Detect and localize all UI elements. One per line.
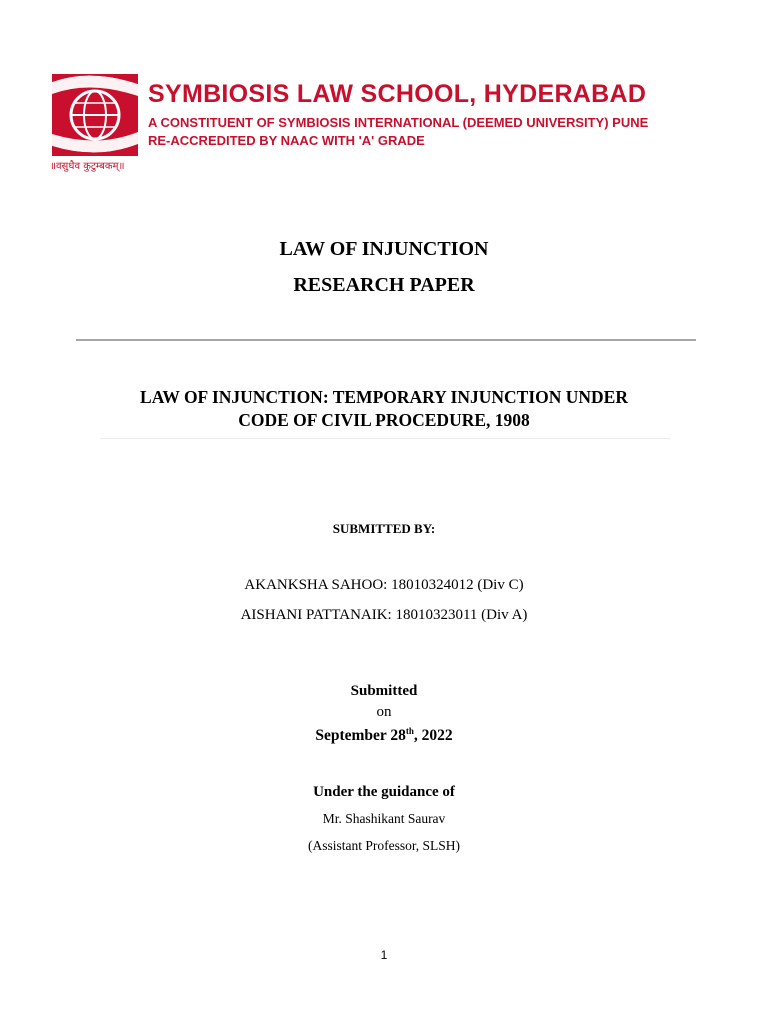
thin-divider [100, 438, 670, 439]
paper-title-line-2: CODE OF CIVIL PROCEDURE, 1908 [238, 410, 530, 430]
student-entry: AKANKSHA SAHOO: 18010324012 (Div C) [244, 577, 524, 593]
document-subtitle: RESEARCH PAPER [293, 274, 475, 296]
school-name: SYMBIOSIS LAW SCHOOL, HYDERABAD [148, 80, 647, 108]
guidance-label: Under the guidance of [313, 784, 455, 800]
submission-date [0, 726, 768, 745]
document-title: LAW OF INJUNCTION [279, 238, 489, 260]
horizontal-divider [76, 339, 696, 341]
accreditation-line: RE-ACCREDITED BY NAAC WITH 'A' GRADE [148, 133, 425, 148]
date-suffix: th [405, 726, 414, 736]
constituent-line: A CONSTITUENT OF SYMBIOSIS INTERNATIONAL (DEEMED UNIVERSITY) PUNE [148, 115, 649, 130]
on-label: on [376, 704, 392, 720]
guide-title: (Assistant Professor, SLSH) [307, 838, 461, 853]
motto: ॥वसुधैव कुटुम्बकम्॥ [50, 161, 125, 172]
paper-title-line-1: LAW OF INJUNCTION: TEMPORARY INJUNCTION UNDER [140, 387, 628, 407]
date-year: , 2022 [413, 727, 453, 744]
page-number: 1 [380, 948, 388, 962]
submitted-label: Submitted [350, 683, 418, 699]
symbiosis-logo-icon [50, 70, 140, 158]
guide-name: Mr. Shashikant Saurav [322, 811, 446, 826]
date-month-day: September 28 [315, 727, 406, 744]
paper-title [0, 386, 768, 432]
letterhead [50, 70, 730, 180]
student-entry: AISHANI PATTANAIK: 18010323011 (Div A) [240, 607, 528, 623]
submitted-by-label: SUBMITTED BY: [332, 521, 436, 536]
